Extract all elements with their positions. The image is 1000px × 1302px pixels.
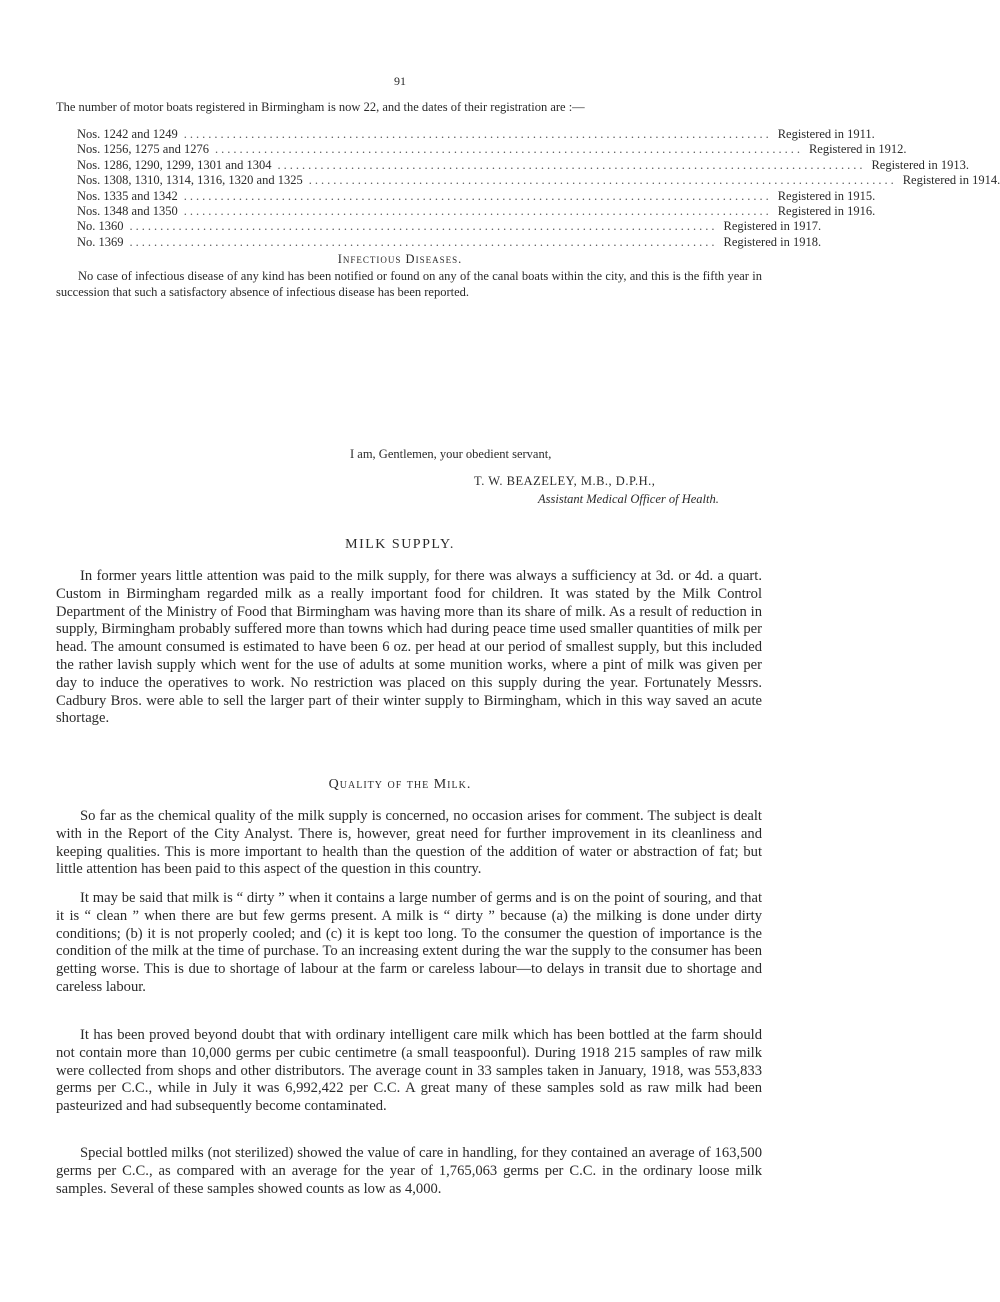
registration-row [77, 127, 875, 142]
signature-name: T. W. BEAZELEY, M.B., D.P.H., [474, 474, 656, 488]
boat-numbers: No. 1369 [77, 234, 124, 249]
boat-numbers: Nos. 1286, 1290, 1299, 1301 and 1304 [77, 157, 272, 172]
quality-of-milk-heading: Quality of the Milk. [328, 777, 472, 792]
leader-dots: ................................................................................................ [183, 188, 772, 203]
leader-dots: ................................................................................................ [183, 203, 772, 218]
leader-dots: ................................................................................................ [308, 173, 897, 188]
infectious-diseases-paragraph: No case of infectious disease of any kind has been notified or found on any of the canal boats within the city, and this is the fifth year in succession that such a satisfactory absence of infectious disease has been reported. [56, 269, 762, 299]
signature-closing: I am, Gentlemen, your obedient servant, [350, 447, 552, 461]
registration-year: Registered in 1912. [808, 142, 907, 157]
registration-intro: The number of motor boats registered in Birmingham is now 22, and the dates of their registration are :— [56, 100, 585, 114]
registration-row [77, 234, 822, 250]
boat-numbers: Nos. 1335 and 1342 [77, 188, 178, 203]
boat-numbers: Nos. 1242 and 1249 [77, 127, 178, 141]
registration-row [77, 219, 822, 234]
boat-numbers: Nos. 1256, 1275 and 1276 [77, 142, 209, 157]
registration-year: Registered in 1915. [777, 188, 876, 203]
registration-year: Registered in 1917. [723, 219, 822, 234]
bottled-milk-paragraph: Special bottled milks (not sterilized) showed the value of care in handling, for they contained an average of 163,500 germs per C.C., as compared with an average for the year of 1,765,063 germs per C.C. in the ordinary loose milk samples. Several of these samples showed counts as low as 4,000. [56, 1145, 762, 1197]
registration-row [77, 188, 876, 204]
leader-dots: ................................................................................................ [277, 157, 866, 172]
boat-numbers: Nos. 1308, 1310, 1314, 1316, 1320 and 1325 [77, 173, 303, 188]
registration-row [77, 157, 970, 173]
leader-dots: ................................................................................................ [129, 234, 718, 249]
germ-count-paragraph: It has been proved beyond doubt that with ordinary intelligent care milk which has been bottled at the farm should not contain more than 10,000 germs per cubic centimetre (a small teaspoonful). During 1918 215 samples of raw milk were collected from shops and other distributors. The average count in 33 samples taken in January, 1918, was 553,833 germs per C.C., while in July it was 6,992,422 per C.C. A great many of these samples sold as raw milk had been pasteurized and had subsequently become contaminated. [56, 1027, 762, 1115]
registration-year: Registered in 1913. [871, 157, 970, 172]
registration-year: Registered in 1918. [723, 234, 822, 249]
registration-year: Registered in 1914. [902, 173, 1000, 188]
leader-dots: ................................................................................................ [129, 219, 718, 234]
registration-year: Registered in 1911. [777, 127, 875, 141]
registration-row [77, 203, 876, 219]
milk-supply-paragraph: In former years little attention was paid to the milk supply, for there was always a sufficiency at 3d. or 4d. a quart. Custom in Birmingham regarded milk as a really important food for children. It was stated by the Milk Control Department of the Ministry of Food that Birmingham was having more than its share of milk. As a result of reduction in supply, Birmingham probably suffered more than towns which had during peace time used smaller quantities of milk per head. The amount consumed is estimated to have been 6 oz. per head at our period of smallest supply, but this included the rather lavish supply which went for the use of adults at some munition works, where a pint of milk was given per day to induce the operatives to work. No restriction was placed on this supply during the year. Fortunately Messrs. Cadbury Bros. were able to sell the larger part of their winter supply to Birmingham, which in this way saved an acute shortage. [56, 568, 762, 727]
page-number: 91 [394, 74, 406, 88]
registration-year: Registered in 1916. [777, 203, 876, 218]
registration-row [77, 142, 907, 157]
milk-supply-heading: MILK SUPPLY. [345, 537, 455, 552]
registration-list [77, 127, 1000, 250]
dirty-milk-paragraph: It may be said that milk is “ dirty ” when it contains a large number of germs and is on the point of souring, and that it is “ clean ” when there are but few germs present. A milk is “ dirty ” because (a) the milking is done under dirty conditions; (b) it is not properly cooled; and (c) it is kept too long. To the consumer the question of importance is the condition of the milk at the time of purchase. To an increasing extent during the war the supply to the consumer has been getting worse. This is due to shortage of labour at the farm or careless labour—to delays in transit due to shortage and careless labour. [56, 890, 762, 995]
signature-title: Assistant Medical Officer of Health. [538, 492, 719, 506]
leader-dots: ................................................................................................ [214, 142, 803, 157]
quality-paragraph: So far as the chemical quality of the milk supply is concerned, no occasion arises for comment. The subject is dealt with in the Report of the City Analyst. There is, however, great need for further improvement in its cleanliness and keeping qualities. This is more important to health than the question of the addition of water or abstraction of fat; but little attention has been paid to this aspect of the question in this country. [56, 808, 762, 878]
leader-dots: ................................................................................................ [183, 127, 772, 141]
boat-numbers: Nos. 1348 and 1350 [77, 203, 178, 218]
infectious-diseases-heading: Infectious Diseases. [337, 252, 463, 266]
boat-numbers: No. 1360 [77, 219, 124, 234]
registration-row [77, 173, 1000, 188]
